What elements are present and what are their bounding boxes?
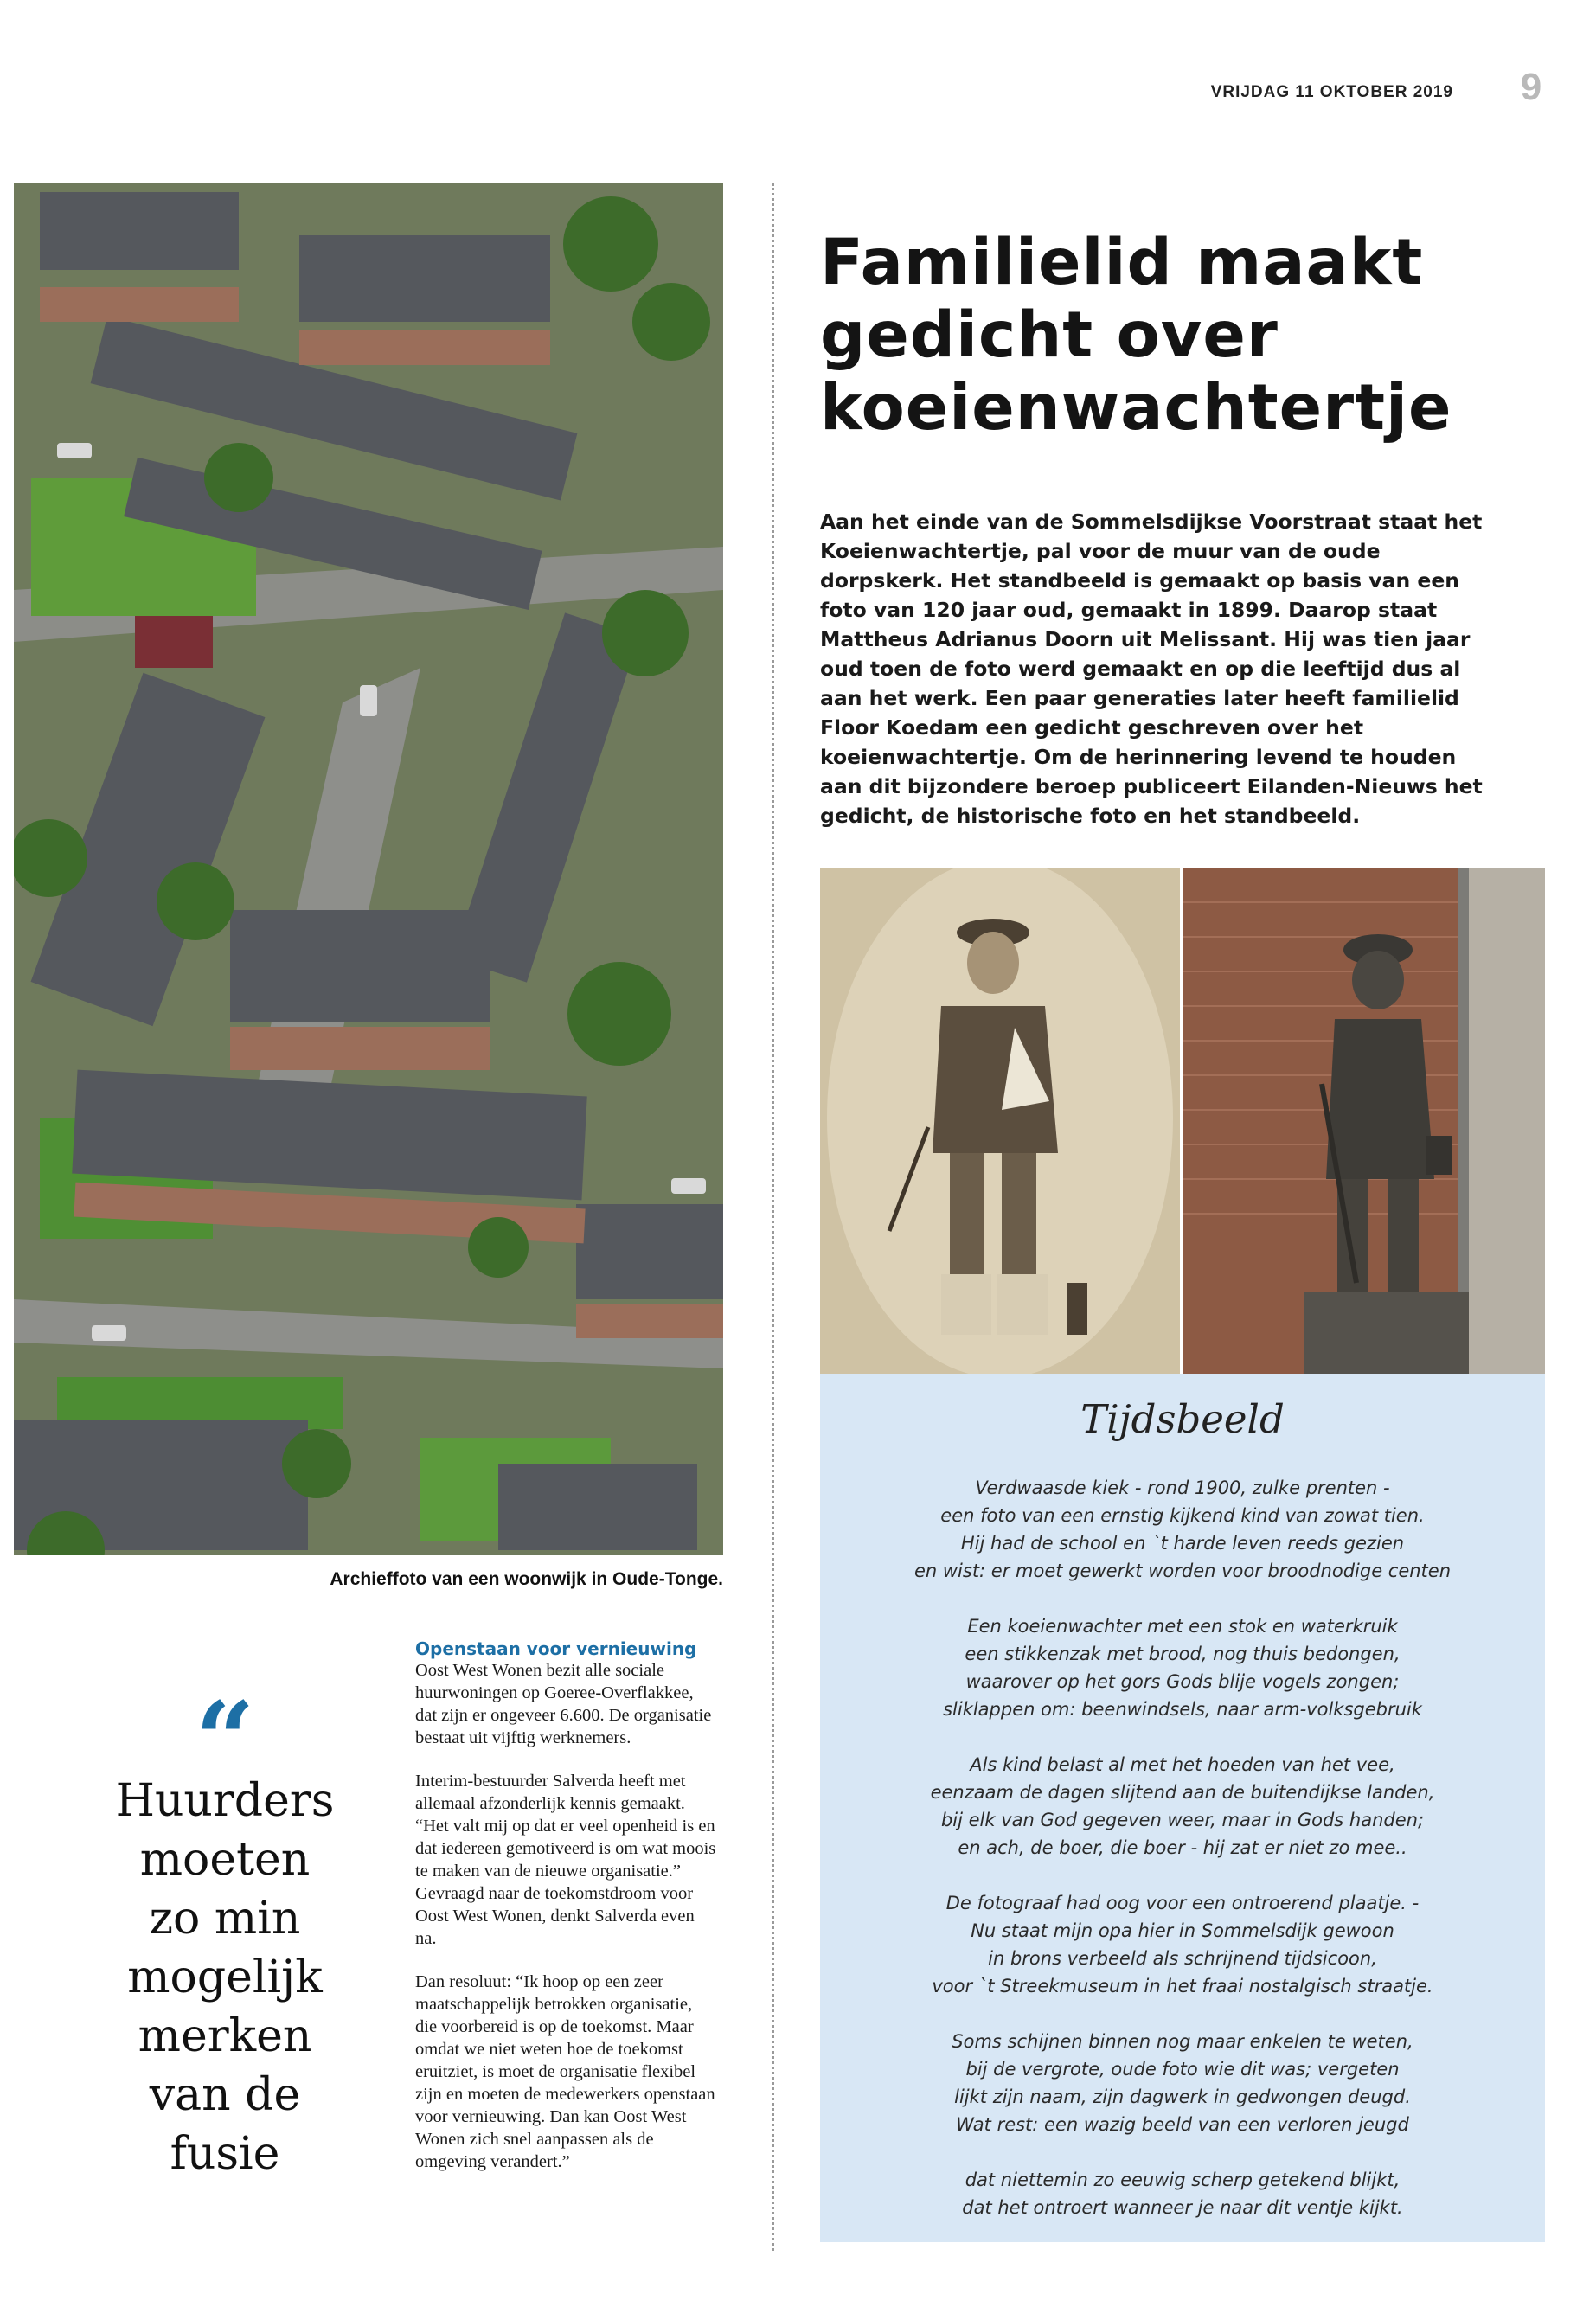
poem-line: eenzaam de dagen slijtend aan de buitendijkse landen, [930,1782,1435,1803]
poem-line: bij de vergrote, oude foto wie dit was; vergeten [965,2059,1400,2080]
page-number: 9 [1520,66,1542,108]
poem-line: dat het ontroert wanneer je naar dit ventje kijkt. [962,2197,1403,2218]
poem-stanza [820,1751,1545,1862]
article-headline: Familielid maakt gedicht over koeienwachtertje [820,226,1452,445]
side-article-paragraph: Oost West Wonen bezit alle sociale huurwoningen op Goeree-Overflakkee, dat zijn er ongeveer 6.600. De organisatie bestaat uit vijftig werknemers. [415,1661,712,1747]
historic-photo-illustration [820,868,1180,1374]
issue-date: VRIJDAG 11 OKTOBER 2019 [1210,83,1453,101]
poem-line: in brons verbeeld als schrijnend tijdsicoon, [988,1948,1377,1969]
pull-quote-line: zo min [149,1893,301,1945]
article-intro: Aan het einde van de Sommelsdijkse Voorstraat staat het Koeienwachtertje, pal voor de muur van de oude dorpskerk. Het standbeeld is gemaakt op basis van een foto van 120 jaar oud, gemaakt in 1899. Daarop staat Mattheus Adrianus Doorn uit Melissant. Hij was tien jaar oud toen de foto werd gemaakt en op die leeftijd dus al aan het werk. Een paar generaties later heeft familielid Floor Koedam een gedicht geschreven over het koeienwachtertje. Om de herinnering levend te houden aan dit bijzondere beroep publiceert Eilanden-Nieuws het gedicht, de historische foto en het standbeeld. [820,510,1483,828]
poem-body [820,1474,1545,2249]
aerial-photo [14,183,723,1555]
statue-photo [1183,868,1545,1374]
side-article-subhead: Openstaan voor vernieuwing [415,1638,697,1659]
poem-title: Tijdsbeeld [1080,1396,1285,1442]
poem-stanza [820,2028,1545,2138]
poem-line: en wist: er moet gewerkt worden voor broodnodige centen [913,1561,1452,1581]
poem-line: en ach, de boer, die boer - hij zat er niet zo mee.. [958,1837,1407,1858]
poem-stanza [820,1612,1545,1723]
side-article [415,1638,716,2194]
poem-line: Soms schijnen binnen nog maar enkelen te weten, [952,2031,1413,2052]
pull-quote-line: mogelijk [127,1952,323,2003]
pull-quote-line: moeten [139,1834,311,1886]
poem-line: waarover op het gors Gods blije vogels zongen; [965,1671,1400,1692]
poem-line: dat niettemin zo eeuwig scherp getekend blijkt, [965,2170,1401,2190]
pull-quote-line: Huurders [115,1775,335,1827]
poem-line: bij elk van God gegeven weer, maar in Gods handen; [940,1810,1425,1830]
pull-quote-line: fusie [170,2128,280,2180]
poem-stanza [820,2166,1545,2221]
side-article-paragraph: Dan resoluut: “Ik hoop op een zeer maatschappelijk betrokken organisatie, die voorbereid is op de toekomst. Maar omdat we niet weten hoe de toekomst eruitziet, is moet de organisatie flexibel zijn en moeten de medewerkers openstaan voor vernieuwing. Dan kan Oost West Wonen zich snel aanpassen als de omgeving verandert.” [415,1972,715,2171]
poem-line: lijkt zijn naam, zijn dagwerk in gedwongen deugd. [954,2086,1411,2107]
poem-line: een foto van een ernstig kijkend kind van zowat tien. [940,1505,1425,1526]
poem-line: voor `t Streekmuseum in het fraai nostalgisch straatje. [932,1976,1433,1997]
poem-line: Als kind belast al met het hoeden van het vee, [970,1754,1395,1775]
pull-quote-line: van de [149,2069,301,2121]
poem-line: Nu staat mijn opa hier in Sommelsdijk gewoon [971,1920,1394,1941]
column-divider [772,183,774,2251]
poem-line: Een koeienwachter met een stok en waterkruik [967,1616,1398,1637]
poem-stanza [820,1474,1545,1585]
poem-line: Hij had de school en `t harde leven reeds gezien [960,1533,1405,1554]
poem-line: sliklappen om: beenwindsels, naar arm-volksgebruik [943,1699,1422,1720]
historic-photo [820,868,1180,1374]
poem-line: een stikkenzak met brood, nog thuis bedongen, [965,1644,1401,1664]
poem-box [820,1374,1545,2242]
poem-line: De fotograaf had oog voor een ontroerend plaatje. - [945,1893,1420,1913]
poem-line: Verdwaasde kiek - rond 1900, zulke prenten - [975,1477,1390,1498]
poem-line: Wat rest: een wazig beeld van een verloren jeugd [956,2114,1409,2135]
side-article-paragraph: Interim-bestuurder Salverda heeft met allemaal afzonderlijk kennis gemaakt. “Het valt mij op dat er veel openheid is en dat iedereen gemotiveerd is om wat moois te maken van de nieuwe organisatie.” Gevraagd naar de toekomstdroom voor Oost West Wonen, denkt Salverda even na. [415,1772,716,1948]
pull-quote [95,1772,355,2183]
poem-stanza [820,1889,1545,2000]
photo-caption: Archieffoto van een woonwijk in Oude-Tonge. [330,1569,723,1589]
quote-mark-icon: “ [195,1679,255,1801]
aerial-photo-illustration [14,183,723,1555]
statue-photo-illustration [1183,868,1545,1374]
pull-quote-line: merken [138,2010,312,2062]
